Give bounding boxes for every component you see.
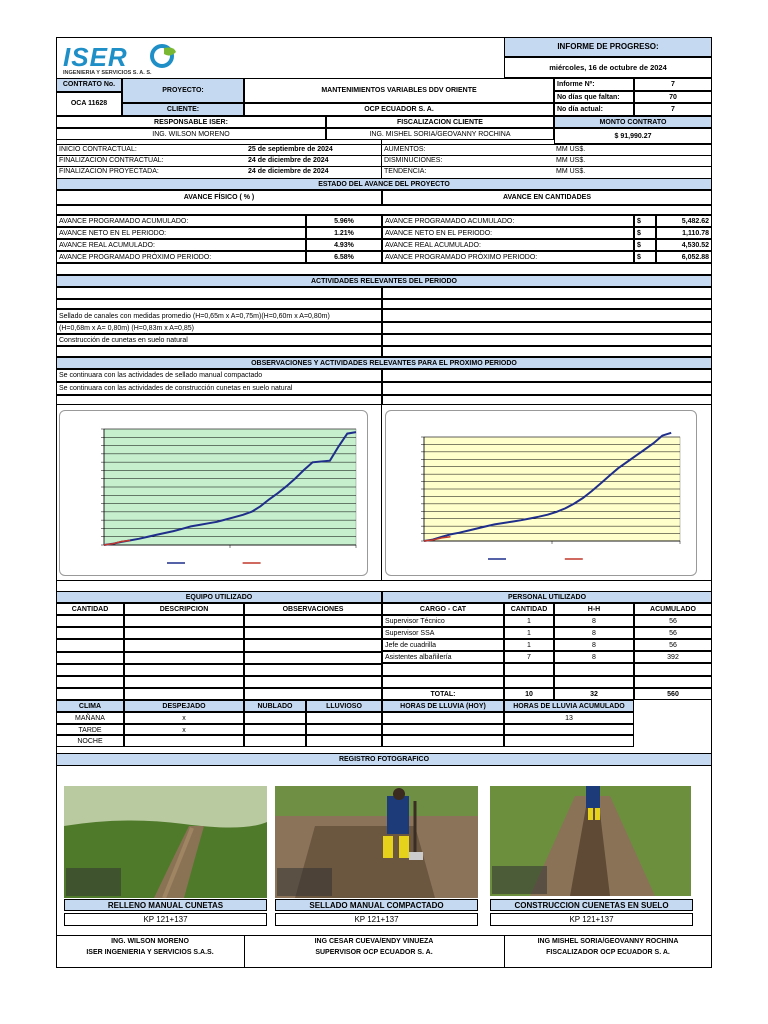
- equipo-col-observaciones: OBSERVACIONES: [244, 603, 382, 615]
- equipo-row-descripcion: [124, 639, 244, 651]
- personal-total-acumulado: 560: [634, 688, 712, 700]
- avance-cantidad-label: AVANCE REAL ACUMULADO:: [382, 239, 634, 251]
- personal-hh: 8: [554, 615, 634, 627]
- personal-cantidad: 7: [504, 651, 554, 663]
- signature-role: ISER INGENIERIA Y SERVICIOS S.A.S.: [86, 949, 214, 956]
- photo-caption: RELLENO MANUAL CUNETAS: [64, 899, 267, 911]
- clima-row-nublado: [244, 735, 306, 747]
- observacion-row-left: [56, 395, 382, 405]
- registro-fotografico-title: REGISTRO FOTOGRAFICO: [56, 753, 712, 766]
- tendencia-value: MM US$.: [556, 168, 586, 175]
- personal-hh: 8: [554, 639, 634, 651]
- personal-acumulado: [634, 676, 712, 689]
- avance-cantidad-amount: 4,530.52: [656, 239, 712, 251]
- signature-name: ING MISHEL SORIA/GEOVANNY ROCHINA: [537, 938, 679, 945]
- avance-fisico-pct: 1.21%: [306, 227, 382, 239]
- cliente-value: OCP ECUADOR S. A.: [244, 103, 554, 116]
- actividad-row-left: [56, 299, 382, 309]
- monto-label: MONTO CONTRATO: [554, 116, 712, 128]
- avance-fisico-label: AVANCE PROGRAMADO PRÓXIMO PERIODO:: [56, 251, 306, 263]
- equipo-row-cantidad: [56, 676, 124, 688]
- photo-kp: KP 121+137: [490, 913, 693, 926]
- logo-subtitle: INGENIERIA Y SERVICIOS S. A. S.: [63, 70, 152, 76]
- actividad-row-right: [382, 334, 712, 346]
- clima-row-horas-hoy: [382, 735, 504, 747]
- avance-fisico-label: AVANCE PROGRAMADO ACUMULADO:: [56, 215, 306, 227]
- personal-cargo: Supervisor SSA: [382, 627, 504, 639]
- personal-cargo: Asistentes albañilería: [382, 651, 504, 663]
- observacion-line-1: Se continuara con las actividades de sellado manual compactado: [59, 372, 263, 379]
- avance-fisico-label: AVANCE REAL ACUMULADO:: [56, 239, 306, 251]
- clima-row-nublado: [244, 712, 306, 724]
- clima-row-lluvioso: [306, 724, 382, 736]
- equipo-row-descripcion: [124, 688, 244, 700]
- actividad-row-right: [382, 346, 712, 357]
- clima-col-lluvioso: LLUVIOSO: [306, 700, 382, 712]
- personal-title: PERSONAL UTILIZADO: [382, 591, 712, 603]
- avance-cantidad-amount: 1,110.78: [656, 227, 712, 239]
- clima-col-horas-hoy: HORAS DE LLUVIA (HOY): [382, 700, 504, 712]
- avance-cantidad-currency: $: [634, 227, 656, 239]
- avance-cantidad-currency: $: [634, 239, 656, 251]
- informe-n-label: Informe Nº:: [554, 78, 634, 91]
- observacion-row-right: [382, 382, 712, 395]
- avance-fisico-pct: 6.58%: [306, 251, 382, 263]
- disminuciones-label: DISMINUCIONES:: [384, 157, 443, 164]
- personal-cantidad: [504, 676, 554, 689]
- personal-cargo: [382, 676, 504, 689]
- fin-proyectada-value: 24 de diciembre de 2024: [248, 168, 329, 175]
- actividad-line-1: Sellado de canales con medidas promedio (H=0,65m x A=0,75m)(H=0,60m x A=0,80m): [59, 313, 330, 320]
- avance-fisico-title: AVANCE FÍSICO ( % ): [56, 190, 382, 205]
- fin-contractual-label: FINALIZACION CONTRACTUAL:: [59, 157, 164, 164]
- company-logo: [60, 40, 190, 78]
- inicio-label: INICIO CONTRACTUAL:: [59, 146, 137, 153]
- monto-value: $ 91,990.27: [554, 128, 712, 144]
- equipo-row-cantidad: [56, 652, 124, 664]
- chart-frame-avance-cantidades: [385, 410, 697, 576]
- equipo-row-observaciones: [244, 615, 382, 627]
- avance-cantidad-currency: $: [634, 251, 656, 263]
- equipo-row-descripcion: [124, 664, 244, 676]
- personal-cantidad: [504, 663, 554, 676]
- equipo-row-observaciones: [244, 639, 382, 651]
- equipo-row-cantidad: [56, 627, 124, 639]
- personal-acumulado: 392: [634, 651, 712, 663]
- responsable-iser-label: RESPONSABLE ISER:: [56, 116, 326, 128]
- chart-avance-fisico: [60, 411, 367, 575]
- equipo-row-cantidad: [56, 639, 124, 651]
- cliente-label: CLIENTE:: [122, 103, 244, 116]
- observacion-row-right: [382, 395, 712, 405]
- observaciones-title: OBSERVACIONES Y ACTIVIDADES RELEVANTES PARA EL PROXIMO PERIODO: [56, 357, 712, 369]
- photo-sellado-compactado: [275, 786, 478, 898]
- clima-row-despejado: x: [124, 724, 244, 736]
- personal-acumulado: [634, 663, 712, 676]
- actividad-row-left: [56, 346, 382, 357]
- avance-fisico-pct: 4.93%: [306, 239, 382, 251]
- photo-kp: KP 121+137: [275, 913, 478, 926]
- avance-fisico-label: AVANCE NETO EN EL PERIODO:: [56, 227, 306, 239]
- equipo-row-cantidad: [56, 615, 124, 627]
- tendencia-label: TENDENCIA:: [384, 168, 427, 175]
- equipo-row-descripcion: [124, 627, 244, 639]
- iser-logo-icon: [60, 40, 190, 78]
- clima-row-lluvioso: [306, 712, 382, 724]
- equipo-col-descripcion: DESCRIPCION: [124, 603, 244, 615]
- chart-frame-avance-fisico: [59, 410, 368, 576]
- personal-total-cantidad: 10: [504, 688, 554, 700]
- equipo-row-observaciones: [244, 652, 382, 664]
- photo-construccion-cunetas: [490, 786, 691, 896]
- estado-spacer: [56, 205, 712, 215]
- actividad-line-2: (H=0,68m x A= 0,80m) (H=0,83m x A=0,85): [59, 325, 195, 332]
- clima-row-horas-hoy: [382, 712, 504, 724]
- fiscalizacion-value: ING. MISHEL SORIA/GEOVANNY ROCHINA: [326, 128, 554, 140]
- equipo-row-observaciones: [244, 688, 382, 700]
- actividades-title: ACTIVIDADES RELEVANTES DEL PERIODO: [56, 275, 712, 287]
- aumentos-label: AUMENTOS:: [384, 146, 426, 153]
- actividad-line-3: Construcción de cunetas en suelo natural: [59, 337, 188, 344]
- dia-actual-value: 7: [634, 103, 712, 116]
- equipo-col-cantidad: CANTIDAD: [56, 603, 124, 615]
- clima-col-horas-acumulado: HORAS DE LLUVIA ACUMULADO: [504, 700, 634, 712]
- signature-name: ING CESAR CUEVA/ENDY VINUEZA: [314, 938, 434, 945]
- clima-row-horas-acumulado: [504, 735, 634, 747]
- avance-fisico-pct: 5.96%: [306, 215, 382, 227]
- personal-acumulado: 56: [634, 639, 712, 651]
- clima-col-nublado: NUBLADO: [244, 700, 306, 712]
- clima-row-horas-hoy: [382, 724, 504, 736]
- personal-col-acumulado: ACUMULADO: [634, 603, 712, 615]
- avance-cantidad-label: AVANCE PROGRAMADO PRÓXIMO PERIODO:: [382, 251, 634, 263]
- personal-acumulado: 56: [634, 627, 712, 639]
- actividad-row-left: [56, 287, 382, 299]
- avance-cantidad-label: AVANCE NETO EN EL PERIODO:: [382, 227, 634, 239]
- dias-faltan-label: No días que faltan:: [554, 91, 634, 103]
- equipo-title: EQUIPO UTILIZADO: [56, 591, 382, 603]
- avance-cantidad-amount: 5,482.62: [656, 215, 712, 227]
- fin-proyectada-label: FINALIZACION PROYECTADA:: [59, 168, 159, 175]
- equipo-row-cantidad: [56, 664, 124, 676]
- clima-row-nublado: [244, 724, 306, 736]
- clima-row-lluvioso: [306, 735, 382, 747]
- actividad-row-right: [382, 299, 712, 309]
- proyecto-value: MANTENIMIENTOS VARIABLES DDV ORIENTE: [244, 78, 554, 103]
- personal-cargo: [382, 663, 504, 676]
- personal-col-hh: H-H: [554, 603, 634, 615]
- fiscalizacion-label: FISCALIZACION CLIENTE: [326, 116, 554, 128]
- equipo-row-descripcion: [124, 676, 244, 688]
- personal-col-cargo: CARGO - CAT: [382, 603, 504, 615]
- clima-row-label: MAÑANA: [56, 712, 124, 724]
- clima-row-horas-acumulado: [504, 724, 634, 736]
- contrato-value: OCA 11628: [56, 92, 122, 116]
- personal-col-cantidad: CANTIDAD: [504, 603, 554, 615]
- informe-n-value: 7: [634, 78, 712, 91]
- equipo-row-cantidad: [56, 688, 124, 700]
- signature-role: FISCALIZADOR OCP ECUADOR S. A.: [546, 949, 670, 956]
- avance-cantidad-amount: 6,052.88: [656, 251, 712, 263]
- photo-relleno-cunetas: [64, 786, 267, 898]
- estado-title: ESTADO DEL AVANCE DEL PROYECTO: [56, 178, 712, 190]
- disminuciones-value: MM US$.: [556, 157, 586, 164]
- clima-row-label: TARDE: [56, 724, 124, 736]
- aumentos-value: MM US$.: [556, 146, 586, 153]
- personal-hh: 8: [554, 651, 634, 663]
- actividad-row-right: [382, 287, 712, 299]
- photo-kp: KP 121+137: [64, 913, 267, 926]
- equipo-row-descripcion: [124, 615, 244, 627]
- responsable-iser-value: ING. WILSON MORENO: [56, 128, 326, 140]
- estado-spacer-bottom: [56, 263, 712, 275]
- actividad-row-right: [382, 322, 712, 334]
- personal-cantidad: 1: [504, 615, 554, 627]
- clima-row-label: NOCHE: [56, 735, 124, 747]
- equipo-row-observaciones: [244, 676, 382, 688]
- chart-avance-cantidades: [386, 411, 696, 575]
- personal-total-hh: 32: [554, 688, 634, 700]
- horas-lluvia-acumulado-value: 13: [504, 712, 634, 724]
- personal-cantidad: 1: [504, 627, 554, 639]
- dias-faltan-value: 70: [634, 91, 712, 103]
- observacion-row-right: [382, 369, 712, 382]
- personal-hh: [554, 663, 634, 676]
- observacion-line-2: Se continuara con las actividades de construcción cunetas en suelo natural: [59, 385, 293, 392]
- signature-role: SUPERVISOR OCP ECUADOR S. A.: [315, 949, 433, 956]
- informe-title: INFORME DE PROGRESO:: [504, 37, 712, 57]
- inicio-value: 25 de septiembre de 2024: [248, 146, 333, 153]
- personal-total-label: TOTAL:: [382, 688, 504, 700]
- fin-contractual-value: 24 de diciembre de 2024: [248, 157, 329, 164]
- clima-col-despejado: DESPEJADO: [124, 700, 244, 712]
- actividad-row-right: [382, 309, 712, 322]
- logo-text: ISER: [63, 42, 128, 72]
- equipo-row-observaciones: [244, 664, 382, 676]
- personal-cargo: Jefe de cuadrilla: [382, 639, 504, 651]
- avance-cantidad-label: AVANCE PROGRAMADO ACUMULADO:: [382, 215, 634, 227]
- equipo-row-descripcion: [124, 652, 244, 664]
- photo-caption: CONSTRUCCION CUENETAS EN SUELO: [490, 899, 693, 911]
- personal-acumulado: 56: [634, 615, 712, 627]
- contrato-label: CONTRATO No.: [56, 78, 122, 92]
- photo-caption: SELLADO MANUAL COMPACTADO: [275, 899, 478, 911]
- personal-cargo: Supervisor Técnico: [382, 615, 504, 627]
- report-date: miércoles, 16 de octubre de 2024: [504, 57, 712, 78]
- personal-hh: 8: [554, 627, 634, 639]
- signature-name: ING. WILSON MORENO: [111, 938, 189, 945]
- clima-row-despejado: [124, 735, 244, 747]
- clima-col-clima: CLIMA: [56, 700, 124, 712]
- proyecto-label: PROYECTO:: [122, 78, 244, 103]
- dia-actual-label: No día actual:: [554, 103, 634, 116]
- clima-row-despejado: x: [124, 712, 244, 724]
- personal-hh: [554, 676, 634, 689]
- avance-cantidades-title: AVANCE EN CANTIDADES: [382, 190, 712, 205]
- avance-cantidad-currency: $: [634, 215, 656, 227]
- equipo-row-observaciones: [244, 627, 382, 639]
- personal-cantidad: 1: [504, 639, 554, 651]
